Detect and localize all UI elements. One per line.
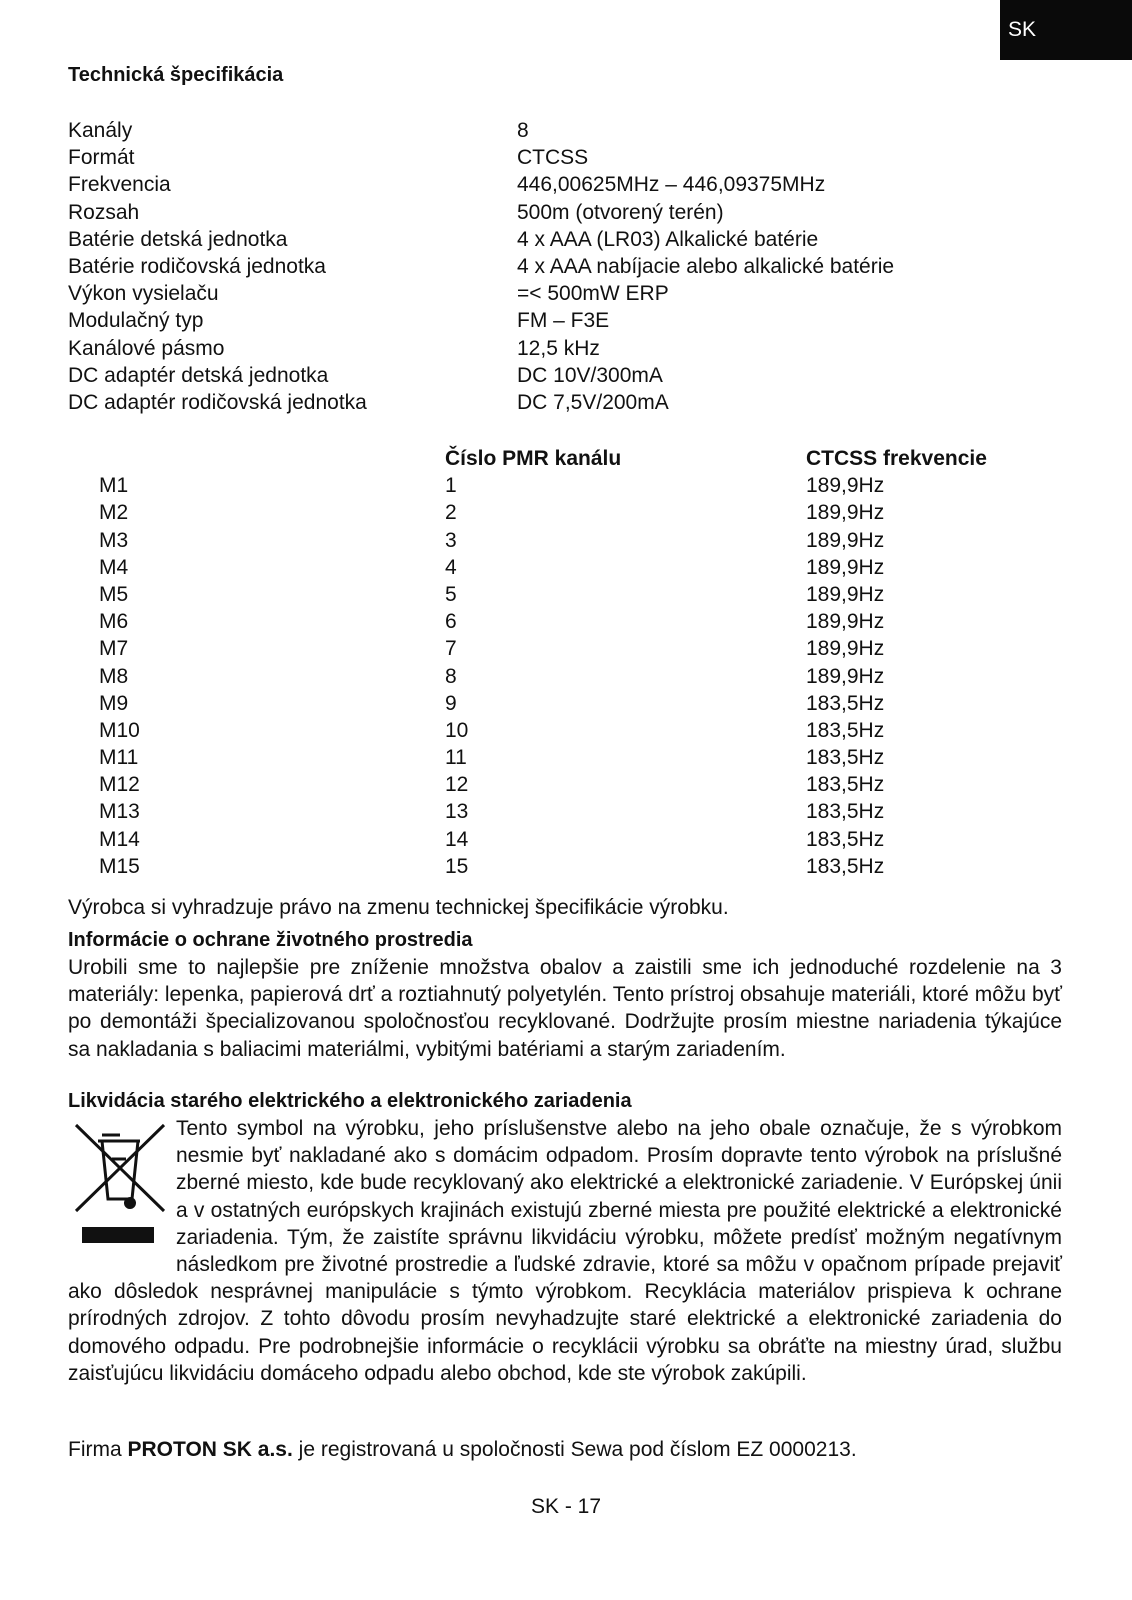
spec-row <box>68 171 1062 198</box>
channel-memory: M14 <box>99 827 140 851</box>
spec-value: 8 <box>517 119 529 142</box>
channel-memory: M5 <box>99 582 129 606</box>
channel-pmr-number: 7 <box>445 637 457 661</box>
channel-row <box>68 663 1062 690</box>
spec-value: DC 10V/300mA <box>517 363 663 387</box>
weee-text: Tento symbol na výrobku, jeho príslušenstve alebo na jeho obale označuje, že s výrobkom nesmie byť nakladané ako s domácim odpadom. Prosím dopravte tento výrobok na príslušné zberné miesto, kde bude recyklovaný ako elektrické a elektronické zariadenie. V Európskej únii a v ostatných európskych krajinách existujú zberné miesta pre použité elektrické a elektronické zariadenia. Tým, že zaistíte správnu likvidáciu výrobku, môžete predísť možným negatívnym následkom pre životné prostredie a ľudské zdravie, ktoré sa môžu v opačnom prípade prejaviť ako dôsledok nesprávnej manipulácie s týmto výrobkom. Recyklácia materiálov prispieva k ochrane prírodných zdrojov. Z tohto dôvodu prosím nevyhadzujte staré elektrické a elektronické zariadenia do domového odpadu. Pre podrobnejšie informácie o recyklácii výrobku sa obráťte na miestny úrad, službu zaisťujúcu likvidáciu domáceho odpadu alebo obchod, kde ste výrobok zakúpili. <box>68 1117 1062 1385</box>
channel-row <box>68 499 1062 526</box>
spec-row <box>68 389 1062 416</box>
channel-table-header <box>68 445 1062 472</box>
spec-row <box>68 307 1062 334</box>
header-ctcss-frequency: CTCSS frekvencie <box>806 447 987 470</box>
channel-memory: M9 <box>99 691 129 715</box>
spec-label: DC adaptér detská jednotka <box>68 363 329 387</box>
channel-pmr-number: 13 <box>445 800 469 824</box>
spec-row <box>68 144 1062 171</box>
channel-ctcss-frequency: 183,5Hz <box>806 773 885 797</box>
spec-label: Batérie rodičovská jednotka <box>68 254 326 278</box>
spec-value: 12,5 kHz <box>517 336 600 360</box>
channel-memory: M11 <box>99 746 139 770</box>
channel-ctcss-frequency: 189,9Hz <box>806 501 885 525</box>
channel-ctcss-frequency: 183,5Hz <box>806 854 885 878</box>
crossed-out-wheelie-bin-icon <box>68 1115 174 1277</box>
spec-value: FM – F3E <box>517 309 610 333</box>
channel-ctcss-frequency: 183,5Hz <box>806 800 885 824</box>
spec-row <box>68 335 1062 362</box>
channel-pmr-number: 2 <box>445 501 457 525</box>
company-prefix: Firma <box>68 1438 128 1461</box>
channel-pmr-number: 3 <box>445 528 457 552</box>
channel-memory: M13 <box>99 800 140 824</box>
channel-row <box>68 554 1062 581</box>
weee-heading: Likvidácia starého elektrického a elektronického zariadenia <box>68 1090 632 1112</box>
channel-pmr-number: 12 <box>445 773 469 797</box>
channel-row <box>68 527 1062 554</box>
channel-memory: M12 <box>99 773 140 797</box>
company-registration <box>68 1436 1062 1463</box>
spec-row <box>68 199 1062 226</box>
env-heading: Informácie o ochrane životného prostredia <box>68 929 473 951</box>
channel-row <box>68 798 1062 825</box>
channel-ctcss-frequency: 183,5Hz <box>806 691 885 715</box>
channel-row <box>68 608 1062 635</box>
spec-value: 4 x AAA nabíjacie alebo alkalické batérie <box>517 254 895 278</box>
channel-memory: M8 <box>99 664 129 688</box>
spec-label: DC adaptér rodičovská jednotka <box>68 390 367 414</box>
language-badge: SK <box>1000 0 1132 60</box>
channel-ctcss-frequency: 189,9Hz <box>806 637 885 661</box>
spec-value: 4 x AAA (LR03) Alkalické batérie <box>517 227 819 251</box>
channel-memory: M2 <box>99 501 129 525</box>
env-text: Urobili sme to najlepšie pre zníženie množstva obalov a zaistili sme ich jednoduché rozdelenie na 3 materiály: lepenka, papierová drť a roztiahnutý polyetylén. Tento prístroj obsahuje materiáli, ktoré môžu byť po demontáži špecializovanou spoločnosťou recyklované. Dodržujte prosím miestne nariadenia týkajúce sa nakladania s baliacimi materiálmi, vybitými batériami a starým zariadením. <box>68 956 1062 1061</box>
channel-pmr-number: 14 <box>445 827 469 851</box>
channel-row <box>68 635 1062 662</box>
channel-memory: M7 <box>99 637 129 661</box>
channel-memory: M1 <box>99 474 129 498</box>
channel-row <box>68 581 1062 608</box>
channel-memory: M3 <box>99 528 129 552</box>
channel-ctcss-frequency: 183,5Hz <box>806 827 885 851</box>
channel-row <box>68 853 1062 880</box>
channel-ctcss-frequency: 189,9Hz <box>806 555 885 579</box>
spec-value: 500m (otvorený terén) <box>517 200 724 224</box>
channel-row <box>68 826 1062 853</box>
channel-ctcss-frequency: 189,9Hz <box>806 582 885 606</box>
channel-pmr-number: 11 <box>445 746 467 770</box>
channel-pmr-number: 5 <box>445 582 457 606</box>
channel-memory: M6 <box>99 610 129 634</box>
spec-label: Modulačný typ <box>68 309 204 333</box>
spec-label: Výkon vysielaču <box>68 282 219 306</box>
spec-row <box>68 117 1062 144</box>
spec-label: Rozsah <box>68 200 140 224</box>
company-name: PROTON SK a.s. <box>127 1438 293 1461</box>
channel-table <box>68 445 1062 880</box>
channel-pmr-number: 1 <box>445 474 457 498</box>
spec-label: Kanálové pásmo <box>68 336 225 360</box>
channel-pmr-number: 8 <box>445 664 457 688</box>
spec-label: Kanály <box>68 119 133 142</box>
channel-pmr-number: 4 <box>445 555 457 579</box>
spec-row <box>68 280 1062 307</box>
company-suffix: je registrovaná u spoločnosti Sewa pod číslom EZ 0000213. <box>292 1438 857 1461</box>
channel-row <box>68 744 1062 771</box>
spec-row <box>68 226 1062 253</box>
channel-row <box>68 690 1062 717</box>
spec-label: Frekvencia <box>68 173 171 197</box>
spec-table <box>68 117 1062 416</box>
spec-value: DC 7,5V/200mA <box>517 390 669 414</box>
spec-row <box>68 253 1062 280</box>
spec-title: Technická špecifikácia <box>68 64 284 86</box>
channel-ctcss-frequency: 189,9Hz <box>806 610 885 634</box>
channel-row <box>68 717 1062 744</box>
header-pmr-channel: Číslo PMR kanálu <box>445 447 622 470</box>
page-number: SK - 17 <box>530 1495 602 1518</box>
spec-label: Formát <box>68 146 135 170</box>
channel-memory: M15 <box>99 854 140 878</box>
channel-row <box>68 771 1062 798</box>
channel-row <box>68 472 1062 499</box>
channel-ctcss-frequency: 189,9Hz <box>806 474 885 498</box>
channel-ctcss-frequency: 189,9Hz <box>806 664 885 688</box>
channel-memory: M4 <box>99 555 129 579</box>
spec-value: CTCSS <box>517 146 589 170</box>
spec-row <box>68 362 1062 389</box>
reserve-note: Výrobca si vyhradzuje právo na zmenu technickej špecifikácie výrobku. <box>68 896 729 919</box>
channel-ctcss-frequency: 183,5Hz <box>806 746 885 770</box>
weee-section <box>68 1115 1062 1387</box>
channel-pmr-number: 10 <box>445 718 469 742</box>
channel-ctcss-frequency: 183,5Hz <box>806 718 885 742</box>
channel-pmr-number: 15 <box>445 854 469 878</box>
channel-memory: M10 <box>99 718 140 742</box>
spec-value: 446,00625MHz – 446,09375MHz <box>517 173 826 197</box>
spec-label: Batérie detská jednotka <box>68 227 288 251</box>
channel-pmr-number: 9 <box>445 691 457 715</box>
channel-pmr-number: 6 <box>445 610 457 634</box>
spec-value: =< 500mW ERP <box>517 282 669 306</box>
channel-ctcss-frequency: 189,9Hz <box>806 528 885 552</box>
